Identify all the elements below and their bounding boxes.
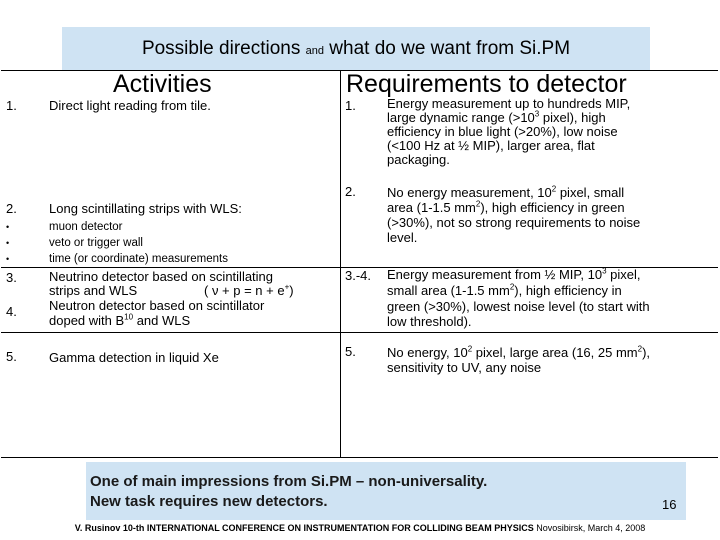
footer-conference: V. Rusinov 10-th INTERNATIONAL CONFERENCE ON INSTRUMENTATION FOR COLLIDING BEAM PHYSICS bbox=[74, 523, 534, 533]
requirement-2-line2: area (1-1.5 $mm^2$), high efficiency in green bbox=[387, 199, 625, 215]
row-divider-2 bbox=[1, 332, 718, 333]
bullet-icon: • bbox=[6, 238, 10, 248]
requirement-1-line2: large dynamic range ($>10^3$ pixel), high bbox=[387, 109, 606, 125]
activity-1-number: 1. bbox=[6, 98, 17, 113]
column-divider bbox=[340, 70, 341, 458]
requirement-2-line1: No energy measurement, $10^2$ pixel, small bbox=[387, 184, 625, 200]
activity-5-number: 5. bbox=[6, 349, 17, 364]
bullet-item-muon: muon detector bbox=[49, 221, 123, 233]
activity-3-line1: Neutrino detector based on scintillating bbox=[49, 269, 274, 284]
requirement-2-line4: level. bbox=[387, 230, 418, 245]
title-part1: Possible directions bbox=[141, 38, 301, 59]
activity-5-text: Gamma detection in liquid Xe bbox=[49, 350, 219, 365]
footer-place-date: Novosibirsk, March 4, 2008 bbox=[536, 523, 646, 533]
page-number: 16 bbox=[662, 497, 677, 512]
bullet-icon: • bbox=[6, 254, 10, 264]
requirement-34-number: 3.-4. bbox=[345, 268, 372, 283]
impression-line2: New task requires new detectors. bbox=[90, 493, 328, 510]
requirement-1-line5: packaging. bbox=[387, 152, 450, 167]
activity-2-text: Long scintillating strips with WLS: bbox=[49, 201, 242, 216]
activities-heading: Activities bbox=[113, 70, 212, 98]
title-and: and bbox=[305, 45, 324, 57]
activity-3-number: 3. bbox=[6, 270, 17, 285]
activity-3-line2a: strips and WLS bbox=[49, 283, 138, 298]
impression-line1: One of main impressions from Si.PM – non-universality. bbox=[90, 473, 488, 490]
requirement-2-line3: (>30%), not so strong requirements to noise bbox=[387, 215, 641, 230]
requirement-34-line2: small area (1-1.5 $mm^2$), high efficiency in bbox=[387, 282, 622, 298]
bullet-item-veto: veto or trigger wall bbox=[49, 237, 143, 249]
activity-2-number: 2. bbox=[6, 201, 17, 216]
activity-4-number: 4. bbox=[6, 304, 17, 319]
requirement-1-line4: (<100 Hz at ½ MIP), larger area, flat bbox=[387, 138, 595, 153]
requirement-2-number: 2. bbox=[345, 184, 356, 199]
requirement-1-line3: efficiency in blue light (>20%), low noise bbox=[387, 124, 618, 139]
slide-title bbox=[62, 38, 650, 60]
title-part2: what do we want from Si.PM bbox=[329, 38, 571, 59]
requirement-5-line1: No energy, $10^2$ pixel, large area (16, 25 $mm^2$), bbox=[387, 344, 651, 360]
requirement-5-number: 5. bbox=[345, 344, 356, 359]
impression-text bbox=[90, 472, 487, 512]
activity-4-line1: Neutron detector based on scintillator bbox=[49, 298, 265, 313]
requirement-1-line1: Energy measurement up to hundreds MIP, bbox=[387, 96, 631, 111]
requirements-heading: Requirements to detector bbox=[346, 70, 627, 98]
requirement-34-line1: Energy measurement from ½ MIP, $10^3$ pixel, bbox=[387, 266, 641, 282]
requirement-34-line4: low threshold). bbox=[387, 314, 472, 329]
footer-citation bbox=[8, 523, 712, 533]
activity-4-line2: doped with $B^{10}$ and WLS bbox=[49, 312, 191, 328]
requirement-1-number: 1. bbox=[345, 98, 356, 113]
requirement-5-line2: sensitivity to UV, any noise bbox=[387, 360, 542, 375]
bullet-icon: • bbox=[6, 222, 10, 232]
requirement-34-line3: green (>30%), lowest noise level (to start with bbox=[387, 299, 650, 314]
bullet-item-time: time (or coordinate) measurements bbox=[49, 253, 228, 265]
activity-3-reaction: ( ν + p = n + e+) bbox=[204, 282, 294, 298]
activity-1-text: Direct light reading from tile. bbox=[49, 98, 211, 113]
